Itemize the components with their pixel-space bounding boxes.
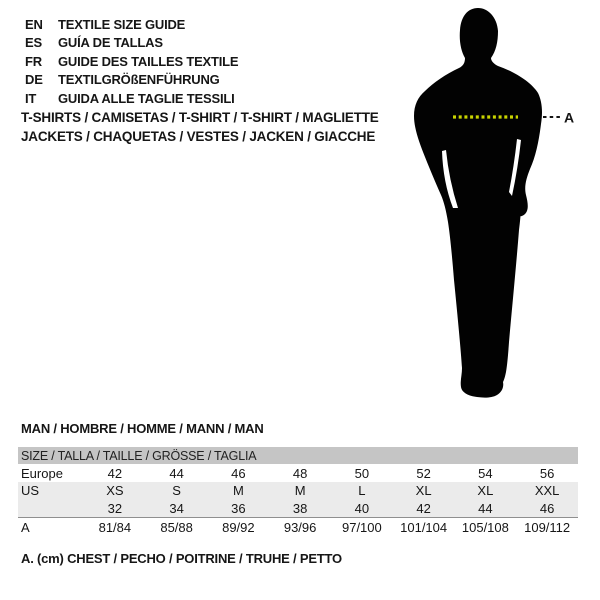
row-label: US [21,483,40,499]
language-code: EN [25,16,43,32]
size-cell: 109/112 [524,519,571,535]
size-cell: XL [415,483,432,499]
size-cell: 54 [478,465,493,481]
size-cell: 52 [416,465,431,481]
language-row-de [25,71,238,90]
size-cell: XXL [534,483,560,499]
table-row-us [18,482,578,500]
size-cell: 44 [478,500,493,516]
size-cell: 48 [292,465,308,481]
size-cell: 34 [169,500,184,516]
category-tshirts: T-SHIRTS / CAMISETAS / T-SHIRT / T-SHIRT / MAGLIETTE [21,110,379,125]
row-label: A [21,519,30,535]
language-row-it [25,89,238,108]
table-row-chest-a [18,517,578,536]
category-list [21,108,379,146]
size-cell: 38 [292,500,308,516]
size-cell: XL [477,483,494,499]
language-title: GUIDA ALLE TAGLIE TESSILI [58,90,235,106]
size-cell: XS [106,483,124,499]
size-cell: 89/92 [222,519,255,535]
language-row-es [25,34,238,53]
row-label: Europe [21,465,63,481]
table-row-us-numeric [18,500,578,518]
language-title: TEXTILGRÖßENFÜHRUNG [58,72,220,88]
section-title-man: MAN / HOMBRE / HOMME / MANN / MAN [21,421,264,436]
size-cell: 105/108 [461,519,509,535]
language-code: IT [25,90,37,106]
size-cell: 85/88 [160,519,193,535]
table-header: SIZE / TALLA / TAILLE / GRÖSSE / TAGLIA [18,447,578,464]
size-cell: 44 [169,465,184,481]
measurement-a-label: A [564,109,575,126]
size-cell: 36 [231,500,246,516]
size-cell: 93/96 [283,519,317,535]
size-cell: 46 [539,500,555,516]
size-cell: 40 [354,500,370,516]
language-code: DE [25,72,43,88]
size-cell: 32 [107,500,123,516]
man-silhouette [380,0,600,410]
size-cell: L [358,483,366,499]
size-cell: 42 [107,465,123,481]
language-title: GUIDE DES TAILLES TEXTILE [58,53,239,69]
size-cell: 46 [231,465,246,481]
size-cell: 81/84 [98,519,132,535]
language-list [25,15,238,108]
language-title: GUÍA DE TALLAS [58,35,163,51]
size-cell: M [232,483,244,499]
size-table [18,447,578,536]
language-row-fr [25,52,238,71]
size-cell: 101/104 [400,519,448,535]
measurement-footnote: A. (cm) CHEST / PECHO / POITRINE / TRUHE / PETTO [21,551,342,566]
size-cell: M [294,483,306,499]
size-cell: 97/100 [341,519,382,535]
size-cell: S [172,483,181,499]
man-body-shape [414,8,542,398]
language-row-en [25,15,238,34]
language-title: TEXTILE SIZE GUIDE [58,16,186,32]
table-row-europe [18,464,578,482]
language-code: ES [25,35,42,51]
size-cell: 42 [416,500,431,516]
size-cell: 56 [539,465,555,481]
category-jackets: JACKETS / CHAQUETAS / VESTES / JACKEN / GIACCHE [21,129,376,144]
size-cell: 50 [354,465,370,481]
language-code: FR [25,53,42,69]
